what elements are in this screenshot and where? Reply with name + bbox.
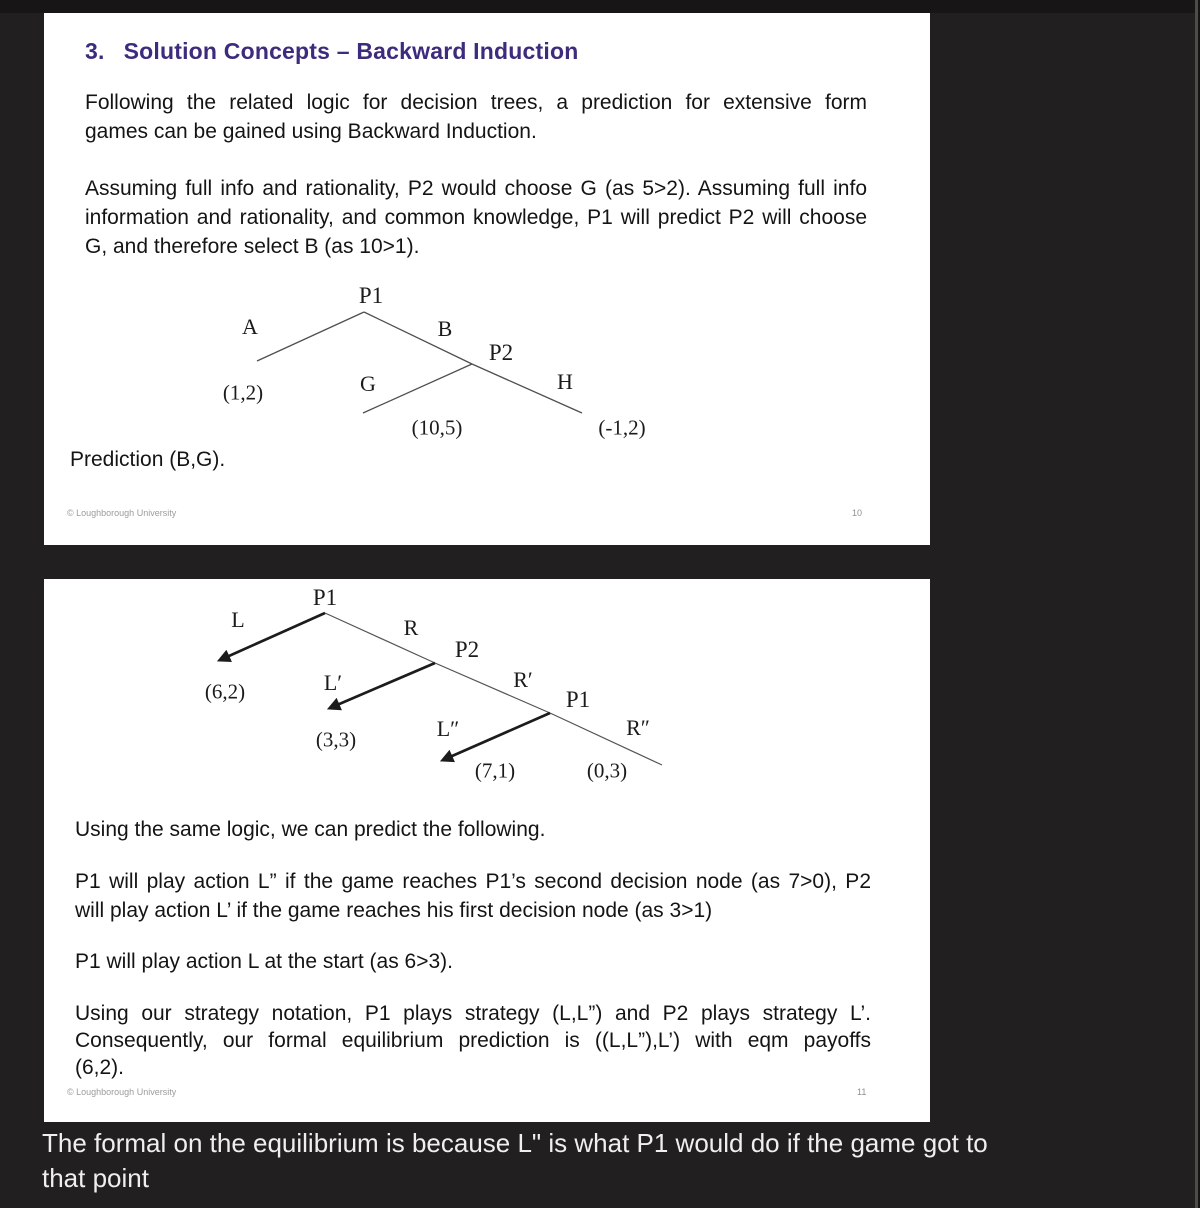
paragraph-line: G, and therefore select B (as 10>1). xyxy=(85,235,420,258)
tree2-action-l-doubleprime: L″ xyxy=(436,716,460,741)
tree2-node-p2: P2 xyxy=(454,637,480,662)
tree2-action-r: R xyxy=(403,615,419,640)
paragraph-line: will play action L’ if the game reaches his first decision node (as 3>1) xyxy=(75,899,713,922)
annotation-line: The formal on the equilibrium is because L" is what P1 would do if the game got to xyxy=(42,1128,988,1158)
tree1-payoff-h: (-1,2) xyxy=(598,415,646,440)
tree1-payoff-a: (1,2) xyxy=(222,380,264,405)
tree1-payoff-g: (10,5) xyxy=(411,415,463,440)
tree1-action-b: B xyxy=(437,316,453,341)
paragraph-line: P1 will play action L at the start (as 6>3). xyxy=(75,950,453,973)
slide1-title-text: Solution Concepts – Backward Induction xyxy=(123,38,579,64)
paragraph-line: Consequently, our formal equilibrium prediction is ((L,L”),L’) with eqm payoffs xyxy=(75,1029,871,1052)
tree2-node-p1-second: P1 xyxy=(565,687,591,712)
slide2-copyright: © Loughborough University xyxy=(67,1087,177,1097)
annotation-line: that point xyxy=(42,1163,149,1193)
tree2-action-r-prime: R′ xyxy=(513,667,533,692)
tree2-node-p1: P1 xyxy=(312,585,338,610)
tree2-action-l: L xyxy=(231,607,245,632)
slide2-paragraph-3 xyxy=(75,947,871,976)
tree1-action-h: H xyxy=(557,369,573,394)
slide1-paragraph-1 xyxy=(85,88,867,146)
annotation-note xyxy=(42,1126,988,1196)
window-top-band xyxy=(0,0,1200,13)
slide2-page-number: 11 xyxy=(857,1087,867,1097)
paragraph-line: Assuming full info and rationality, P2 would choose G (as 5>2). Assuming full info xyxy=(85,177,867,200)
paragraph-line: Following the related logic for decision trees, a prediction for extensive form xyxy=(85,91,867,114)
slide1-title xyxy=(85,38,578,65)
tree2-payoff-l-doubleprime: (7,1) xyxy=(474,758,516,783)
slide1-copyright: © Loughborough University xyxy=(67,508,177,518)
paragraph-line: games can be gained using Backward Induction. xyxy=(85,120,537,143)
tree2-action-l-prime: L′ xyxy=(323,670,343,695)
slide-page-10 xyxy=(44,13,930,545)
tree2-payoff-l-prime: (3,3) xyxy=(315,727,357,752)
slide2-paragraph-2 xyxy=(75,867,871,925)
slide1-paragraph-2 xyxy=(85,174,867,261)
tree2-payoff-l: (6,2) xyxy=(204,679,246,704)
tree1-node-p2: P2 xyxy=(488,340,514,365)
paragraph-line: Using the same logic, we can predict the following. xyxy=(75,818,546,841)
tree2-action-r-doubleprime: R″ xyxy=(626,715,650,740)
slide2-paragraph-1 xyxy=(75,815,871,844)
slide1-prediction-text: Prediction (B,G). xyxy=(70,448,226,471)
slide-page-11 xyxy=(44,579,930,1122)
paragraph-line: information and rationality, and common knowledge, P1 will predict P2 will choose xyxy=(85,206,867,229)
paragraph-line: Using our strategy notation, P1 plays strategy (L,L”) and P2 plays strategy L’. xyxy=(75,1002,871,1025)
paragraph-line: P1 will play action L” if the game reaches P1’s second decision node (as 7>0), P2 xyxy=(75,870,871,893)
tree1-node-p1: P1 xyxy=(358,283,384,308)
tree1-action-g: G xyxy=(360,371,376,396)
slide2-paragraph-4 xyxy=(75,1000,871,1081)
tree2-payoff-r-doubleprime: (0,3) xyxy=(586,758,628,783)
slide1-page-number: 10 xyxy=(852,508,863,518)
tree1-action-a: A xyxy=(242,314,258,339)
slide1-title-number: 3. xyxy=(85,38,105,64)
paragraph-line: (6,2). xyxy=(75,1056,125,1079)
